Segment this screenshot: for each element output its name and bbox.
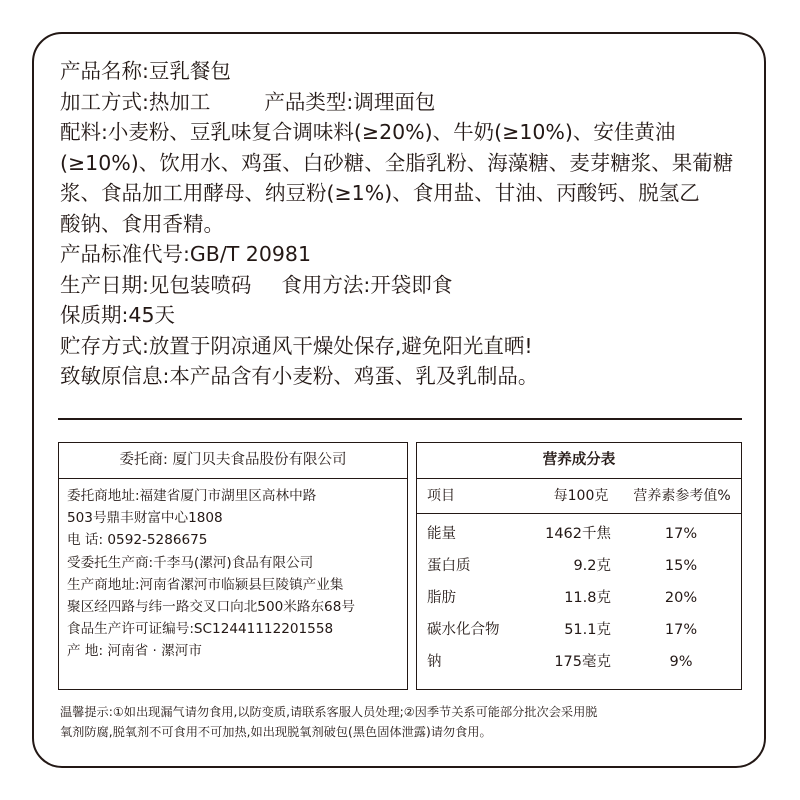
nutrient-name: 能量 — [427, 526, 456, 542]
nutrient-name: 碳水化合物 — [427, 622, 500, 638]
nutrient-nrv: 20% — [664, 590, 698, 606]
nutrition-table — [416, 442, 742, 690]
nutrition-title: 营养成分表 — [417, 443, 741, 479]
nutrient-value: 11.8克 — [564, 590, 611, 606]
standard-code: 产品标准代号:GB/T 20981 — [60, 242, 312, 266]
manufacturer-line: 电 话: 0592-5286675 — [67, 532, 208, 549]
manufacturer-line: 聚区经四路与纬一路交叉口向北500米路东68号 — [67, 599, 355, 616]
ingredients-line-3: 浆、食品加工用酵母、纳豆粉(≥1%)、食用盐、甘油、丙酸钙、脱氢乙 — [60, 181, 700, 205]
nutrition-row — [417, 614, 741, 646]
nutrient-value: 175毫克 — [554, 654, 611, 670]
section-divider — [58, 418, 742, 420]
nutrient-value: 1462千焦 — [545, 526, 611, 542]
nutrition-row — [417, 582, 741, 614]
header-item: 项目 — [427, 488, 455, 504]
nutrition-row — [417, 550, 741, 582]
nutrition-header-row — [417, 479, 741, 514]
shelf-life: 保质期:45天 — [60, 303, 175, 327]
notice-line: 氧剂防腐,脱氧剂不可食用不可加热,如出现脱氧剂破包(黑色固体泄露)请勿食用。 — [60, 725, 492, 739]
manufacturer-details — [59, 479, 407, 663]
nutrient-nrv: 17% — [664, 526, 698, 542]
storage-method: 贮存方式:放置于阴凉通风干燥处保存,避免阳光直晒! — [60, 333, 533, 358]
nutrient-value: 9.2克 — [573, 558, 611, 574]
nutrient-nrv: 17% — [664, 622, 698, 638]
product-name: 产品名称:豆乳餐包 — [60, 59, 231, 83]
notice-line: 温馨提示:①如出现漏气请勿食用,以防变质,请联系客服人员处理;②因季节关系可能部分批次会采用脱 — [60, 705, 598, 719]
ingredients-line-4: 酸钠、食用香精。 — [60, 211, 224, 236]
header-per100g: 每100克 — [553, 488, 609, 504]
product-info — [60, 56, 750, 392]
process-type-line — [60, 87, 750, 118]
manufacturer-line: 食品生产许可证编号:SC12441112201558 — [67, 621, 334, 638]
nutrient-nrv: 15% — [664, 558, 698, 574]
nutrient-nrv: 9% — [669, 654, 693, 670]
nutrient-name: 钠 — [427, 654, 442, 670]
usage-method: 食用方法:开袋即食 — [281, 272, 453, 297]
header-nrv: 营养素参考值% — [633, 488, 731, 504]
manufacturer-box — [58, 442, 408, 690]
nutrition-row — [417, 646, 741, 678]
client-header: 委托商: 厦门贝夫食品股份有限公司 — [59, 443, 407, 479]
manufacturer-line: 生产商地址:河南省漯河市临颍县巨陵镇产业集 — [67, 576, 344, 593]
manufacturer-line: 委托商地址:福建省厦门市湖里区高林中路 — [67, 488, 317, 504]
manufacturer-line: 受委托生产商:千李马(漯河)食品有限公司 — [67, 554, 314, 571]
ingredients-line-2: (≥10%)、饮用水、鸡蛋、白砂糖、全脂乳粉、海藻糖、麦芽糖浆、果葡糖 — [60, 150, 734, 175]
product-type: 产品类型:调理面包 — [264, 89, 436, 114]
production-date: 生产日期:见包装喷码 — [60, 272, 252, 297]
nutrient-name: 脂肪 — [427, 590, 456, 606]
nutrition-row — [417, 518, 741, 550]
date-usage-line — [60, 270, 750, 301]
manufacturer-line: 产 地: 河南省 · 漯河市 — [67, 643, 202, 660]
ingredients-line-1: 配料:小麦粉、豆乳味复合调味料(≥20%)、牛奶(≥10%)、安佳黄油 — [60, 120, 676, 144]
allergen-info: 致敏原信息:本产品含有小麦粉、鸡蛋、乳及乳制品。 — [60, 364, 539, 388]
nutrient-value: 51.1克 — [564, 622, 611, 638]
process-method: 加工方式:热加工 — [60, 89, 211, 114]
warm-tips — [60, 702, 750, 742]
nutrient-name: 蛋白质 — [427, 558, 471, 574]
manufacturer-line: 503号鼎丰财富中心1808 — [67, 510, 223, 527]
